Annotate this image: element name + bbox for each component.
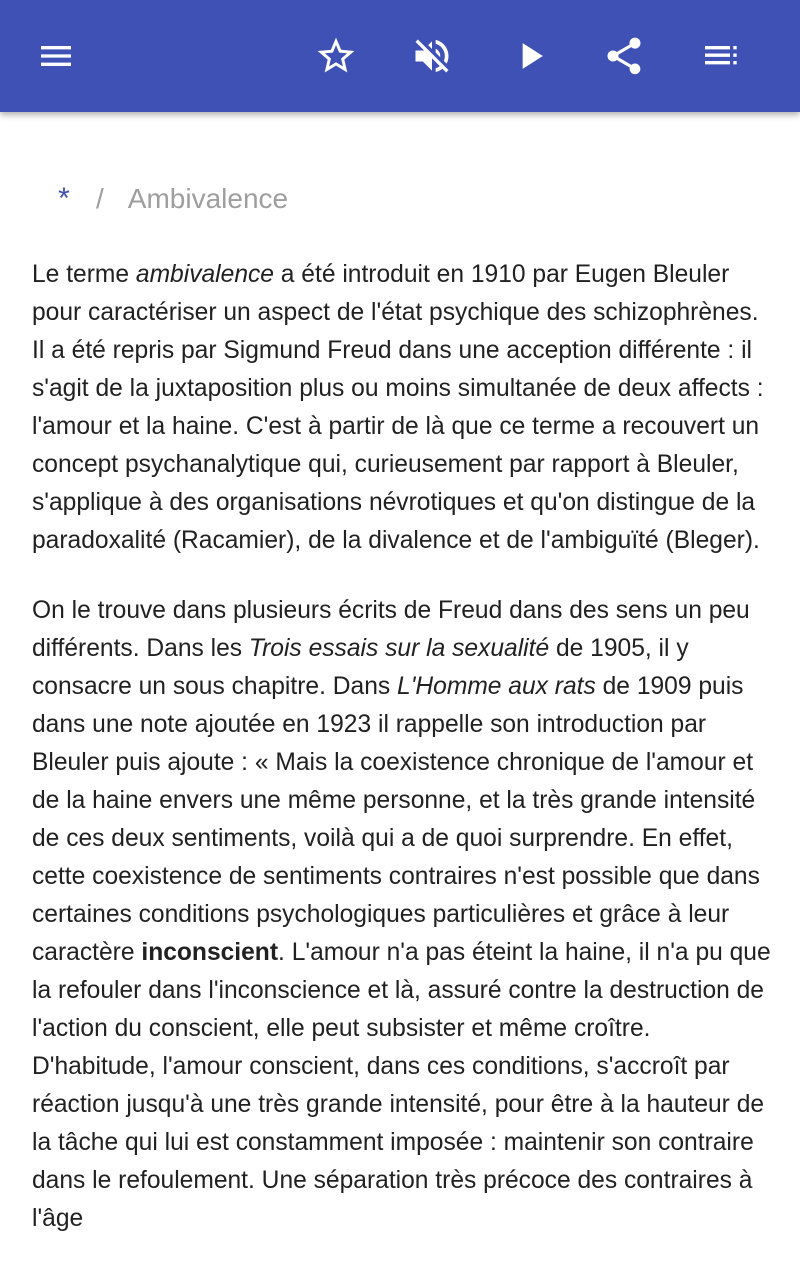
breadcrumb-home-link[interactable]: * <box>58 182 70 215</box>
article-body <box>32 256 774 1270</box>
paragraph-text: On le trouve dans plusieurs écrits de Freud dans des sens un peu différents. Dans les <box>32 597 750 662</box>
breadcrumb-separator: / <box>96 183 104 214</box>
playlist-icon <box>700 36 740 76</box>
emphasis-title: Trois essais sur la sexualité <box>248 635 550 662</box>
emphasis-title: L'Homme aux rats <box>397 673 596 700</box>
toc-button[interactable] <box>688 24 752 88</box>
article-content <box>0 112 800 1280</box>
paragraph-text: a été introduit en 1910 par Eugen Bleuler pour caractériser un aspect de l'état psychique des schizophrènes. Il a été repris par Sigmund Freud dans une acception différente : il s'agit de la juxtaposition plus ou moins simultanée de deux affects : l'amour et la haine. C'est à partir de là que ce terme a recouvert un concept psychanalytique qui, curieusement par rapport à Bleuler, s'applique à des organisations névrotiques et qu'on distingue de la paradoxalité (Racamier), de la divalence et de l'ambiguïté (Bleger). <box>32 261 764 554</box>
paragraph-text: . L'amour n'a pas éteint la haine, il n'a pu que la refouler dans l'inconscience et là, assuré contre la destruction de l'action du conscient, elle peut subsister et même croître. D'habitude, l'amour conscient, dans ces conditions, s'accroît par réaction jusqu'à une très grande intensité, pour être à la hauteur de la tâche qui lui est constamment imposée : maintenir son contraire dans le refoulement. Une séparation très précoce des contraires à l'âge <box>32 939 771 1232</box>
breadcrumb <box>54 182 288 216</box>
menu-icon <box>36 36 76 76</box>
paragraph-text: de 1909 puis dans une note ajoutée en 1923 il rappelle son introduction par Bleuler puis ajoute : « Mais la coexistence chronique de l'amour et de la haine envers une même personne, et la très grande intensité de ces deux sentiments, voilà qui a de quoi surprendre. En effet, cette coexistence de sentiments contraires n'est possible que dans certaines conditions psychologiques particulières et grâce à leur caractère <box>32 673 760 966</box>
paragraph-text: de 1905, il y consacre un sous chapitre. Dans <box>32 635 689 700</box>
share-icon <box>602 34 646 78</box>
breadcrumb-current: Ambivalence <box>127 183 289 214</box>
paragraph-1 <box>32 256 774 560</box>
emphasis-term: ambivalence <box>135 261 274 288</box>
paragraph-2 <box>32 592 774 1238</box>
favorite-button[interactable] <box>304 24 368 88</box>
mute-button[interactable] <box>400 24 464 88</box>
menu-button[interactable] <box>24 24 88 88</box>
app-toolbar <box>0 0 800 112</box>
play-icon <box>508 34 552 78</box>
star-outline-icon <box>314 34 358 78</box>
paragraph-text: Le terme <box>32 261 136 288</box>
share-button[interactable] <box>592 24 656 88</box>
strong-term: inconscient <box>141 939 279 966</box>
volume-off-icon <box>410 34 454 78</box>
play-button[interactable] <box>498 24 562 88</box>
